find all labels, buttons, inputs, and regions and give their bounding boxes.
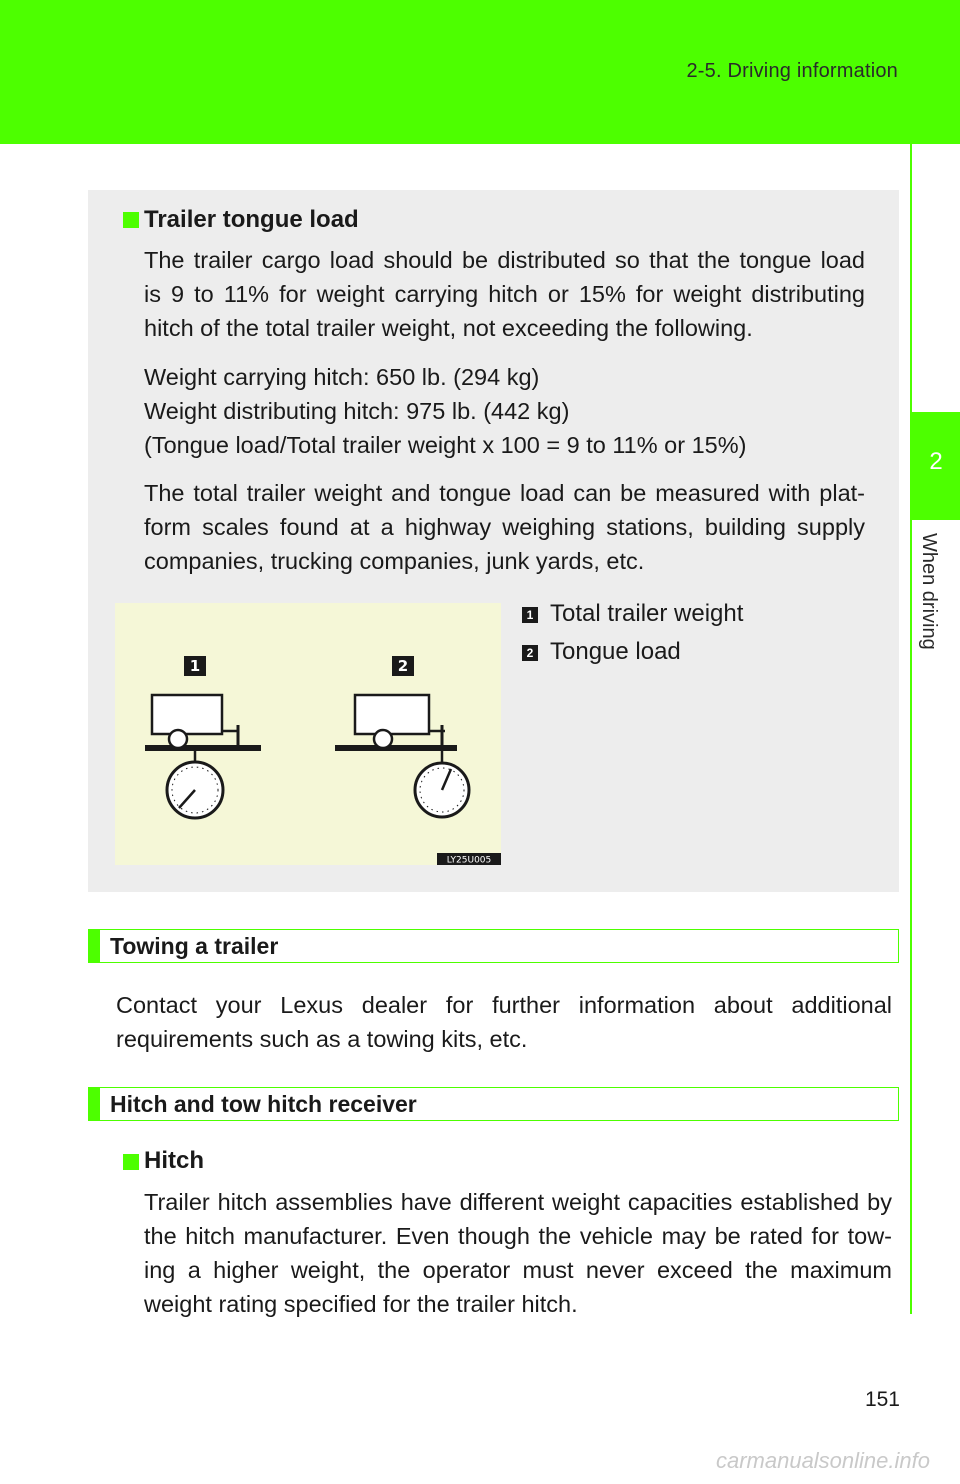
illustration-code-text: LY25U005 (446, 855, 492, 865)
label-1-badge (184, 656, 206, 676)
right-trailer (335, 695, 457, 765)
illus-label-1: 1 (189, 657, 201, 675)
legend-number-2: 2 (522, 645, 538, 661)
chapter-number: 2 (929, 448, 943, 475)
legend-label-1: Total trailer weight (550, 600, 744, 627)
towing-paragraph: Contact your Lexus dealer for further information about additional requirements such as a towing kits, etc. (116, 992, 892, 1052)
legend-item-1 (522, 600, 743, 628)
legend-number-1: 1 (522, 607, 538, 623)
legend-item-2 (522, 638, 681, 666)
box-paragraph-1: The trailer cargo load should be distributed so that the tongue load is 9 to 11% for weight carrying hitch or 15% for weight distributing hitch of the total trailer weight, not exceeding the following. (144, 247, 865, 341)
hitch-paragraph: Trailer hitch assemblies have different weight capacities established by the hitch manufacturer. Even though the vehicle may be rated for tow- ing a higher weight, the operator must never exceed the maximum weight rating specified for the trailer hitch. (144, 1189, 892, 1317)
tongue-load-illustration (115, 603, 501, 865)
box-paragraph-3: The total trailer weight and tongue load can be measured with plat- form scales found at a highway weighing stations, building supply companies, trucking companies, junk yards, etc. (144, 480, 865, 574)
section-title: 2-5. Driving information (686, 60, 898, 82)
left-trailer (145, 695, 261, 763)
section-accent (88, 929, 100, 963)
box-paragraph-2: Weight carrying hitch: 650 lb. (294 kg) Weight distributing hitch: 975 lb. (442 kg) (Tongue load/Total trailer weight x 100 = 9 to 11% or 15%) (144, 364, 747, 458)
section-title-hitch: Hitch and tow hitch receiver (110, 1091, 417, 1117)
right-scale-gauge (415, 763, 469, 817)
chapter-label: When driving (918, 533, 940, 650)
illustration-code (437, 853, 501, 865)
section-heading-towing (88, 929, 899, 963)
square-bullet-icon (123, 212, 139, 228)
section-title-towing: Towing a trailer (110, 933, 279, 959)
box-heading: Trailer tongue load (144, 206, 359, 233)
trailer-scales-diagram (115, 603, 501, 865)
hitch-sub-heading: Hitch (144, 1147, 204, 1174)
footer-watermark[interactable]: carmanualsonline.info (715, 1448, 930, 1473)
page-number: 151 (864, 1388, 900, 1411)
legend-label-2: Tongue load (550, 638, 681, 665)
square-bullet-icon (123, 1154, 139, 1170)
label-2-badge (392, 656, 414, 676)
left-scale-gauge (167, 762, 223, 818)
section-accent (88, 1087, 100, 1121)
side-tab-line (910, 144, 912, 1314)
section-heading-hitch (88, 1087, 899, 1121)
illus-label-2: 2 (397, 657, 409, 675)
